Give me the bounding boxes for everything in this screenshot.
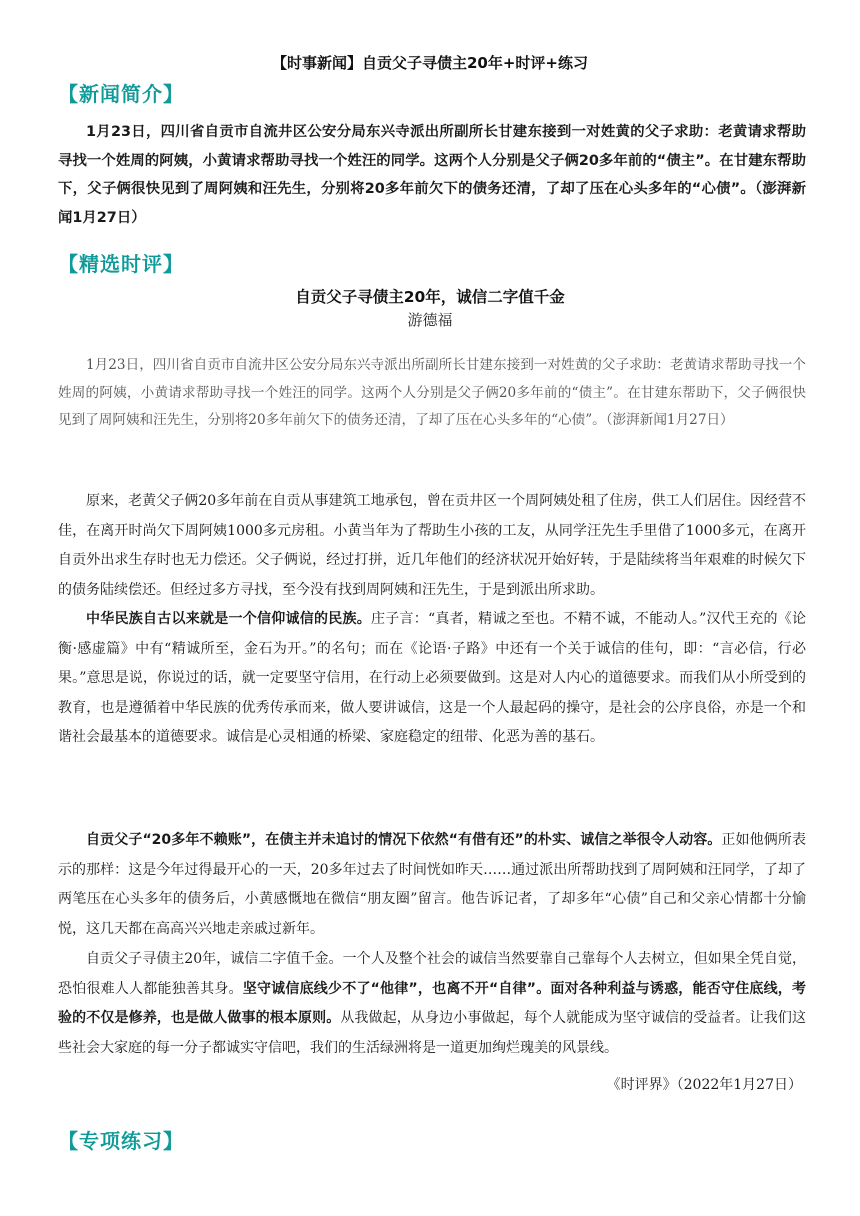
paragraph-body-text: 庄子言：“真者，精诚之至也。不精不诚，不能动人。”汉代王充的《论衡·感虚篇》中有“精诚所至，金石为开。”的名句；而在《论语·子路》中还有一个关于诚信的佳句，即：“言必信，行必果。”意思是说，你说过的话，就一定要坚守信用，在行动上必须要做到。这是对人内心的道德要求。而我们从小所受到的教育，也是遵循着中华民族的优秀传承而来，做人要讲诚信，这是一个人最起码的操守，是社会的公序良俗，亦是一个和谐社会最基本的道德要求。诚信是心灵相通的桥梁、家庭稳定的纽带、化恶为善的基石。 — [58, 611, 806, 745]
section-heading-selected-commentary: 【精选时评】 — [58, 252, 184, 276]
article-paragraph-conclusion — [58, 945, 806, 1063]
paragraph-key-sentence: 坚守诚信底线少不了“他律”，也离不开“自律”。面对各种利益与诱惑，能否守住底线，考验的不仅是修养，也是做人做事的根本原则。 — [58, 980, 806, 1026]
news-summary-paragraph: 1月23日，四川省自贡市自流井区公安分局东兴寺派出所副所长甘建东接到一对姓黄的父子求助：老黄请求帮助寻找一个姓周的阿姨，小黄请求帮助寻找一个姓汪的同学。这两个人分别是父子俩20多年前的“债主”。在甘建东帮助下，父子俩很快见到了周阿姨和汪先生，分别将20多年前欠下的债务还清，了却了压在心头多年的“心债”。（澎湃新闻1月27日） — [58, 124, 806, 226]
article-source: 《时评界》（2022年1月27日） — [606, 1077, 802, 1093]
section-heading-practice: 【专项练习】 — [58, 1129, 184, 1153]
paragraph-body-text: 正如他俩所表示的那样：这是今年过得最开心的一天，20多年过去了时间恍如昨天……通过派出所帮助找到了周阿姨和汪同学，了却了两笔压在心头多年的债务后，小黄感慨地在微信“朋友圈”留言。他告诉记者，了却多年“心债”自己和父亲心情都十分愉悦，这几天都在高高兴兴地走亲戚过新年。 — [58, 832, 806, 937]
article-paragraph-tradition — [58, 605, 806, 753]
article-paragraph-background: 原来，老黄父子俩20多年前在自贡从事建筑工地承包，曾在贡井区一个周阿姨处租了住房，供工人们居住。因经营不佳，在离开时尚欠下周阿姨1000多元房租。小黄当年为了帮助生小孩的工友，从同学汪先生手里借了1000多元，在离开自贡外出求生存时也无力偿还。父子俩说，经过打拼，近几年他们的经济状况开始好转，于是陆续将当年艰难的时候欠下的债务陆续偿还。但经过多方寻找，至今没有找到周阿姨和汪先生，于是到派出所求助。 — [58, 493, 806, 598]
document-title: 【时事新闻】自贡父子寻债主20年+时评+练习 — [271, 54, 588, 72]
paragraph-lead-sentence: 自贡父子“20多年不赖账”，在债主并未追讨的情况下依然“有借有还”的朴实、诚信之举很令人动容。 — [86, 832, 722, 848]
article-quoted-news-paragraph: 1月23日，四川省自贡市自流井区公安分局东兴寺派出所副所长甘建东接到一对姓黄的父子求助：老黄请求帮助寻找一个姓周的阿姨，小黄请求帮助寻找一个姓汪的同学。这两个人分别是父子俩20多年前的“债主”。在甘建东帮助下，父子俩很快见到了周阿姨和汪先生，分别将20多年前欠下的债务还清，了却了压在心头多年的“心债”。（澎湃新闻1月27日） — [58, 357, 806, 428]
article-paragraph-father-son — [58, 826, 806, 944]
paragraph-lead-sentence: 中华民族自古以来就是一个信仰诚信的民族。 — [86, 611, 371, 627]
paragraph-body-text: 从我做起，从身边小事做起，每个人就能成为坚守诚信的受益者。让我们这些社会大家庭的每一分子都诚实守信吧，我们的生活绿洲将是一道更加绚烂瑰美的风景线。 — [58, 1010, 807, 1056]
article-author: 游德福 — [407, 311, 453, 329]
article-title: 自贡父子寻债主20年，诚信二字值千金 — [295, 288, 565, 306]
paragraph-body-text: 自贡父子寻债主20年，诚信二字值千金。一个人及整个社会的诚信当然要靠自己靠每个人去树立，但如果全凭自觉，恐怕很难人人都能独善其身。 — [58, 951, 806, 997]
section-heading-news-intro: 【新闻简介】 — [58, 82, 184, 106]
